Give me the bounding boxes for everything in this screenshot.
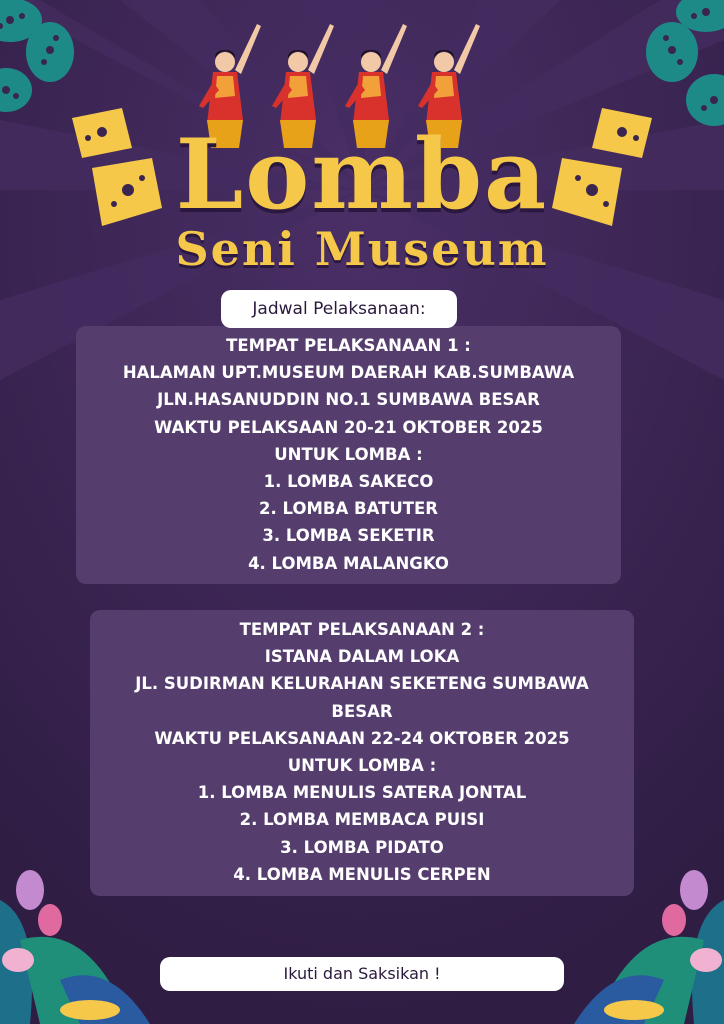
- tropical-leaves-icon: [0, 860, 150, 1024]
- venue-1-place: HALAMAN UPT.MUSEUM DAERAH KAB.SUMBAWA: [122, 363, 575, 383]
- list-item: 2. LOMBA MEMBACA PUISI: [239, 810, 485, 830]
- venue-1-card: [76, 326, 621, 584]
- venue-2-address: JL. SUDIRMAN KELURAHAN SEKETENG SUMBAWA: [135, 674, 589, 694]
- venue-1-competitions-label: UNTUK LOMBA :: [274, 444, 423, 464]
- footer-cta-badge: Ikuti dan Saksikan !: [160, 957, 564, 991]
- venue-2-place: ISTANA DALAM LOKA: [264, 647, 460, 667]
- schedule-header-badge: Jadwal Pelaksanaan:: [221, 290, 457, 328]
- tropical-leaves-icon: [574, 860, 724, 1024]
- venue-2-lines: [90, 616, 634, 888]
- venue-1-lines: [76, 332, 621, 577]
- venue-1-heading: TEMPAT PELAKSANAAN 1 :: [226, 336, 471, 355]
- list-item: 4. LOMBA MALANGKO: [248, 553, 449, 573]
- venue-1-address: JLN.HASANUDDIN NO.1 SUMBAWA BESAR: [157, 390, 540, 410]
- main-title: Lomba: [175, 118, 549, 231]
- venue-2-time: WAKTU PELAKSANAAN 22-24 OKTOBER 2025: [154, 728, 570, 748]
- list-item: 3. LOMBA PIDATO: [280, 837, 444, 857]
- list-item: 1. LOMBA MENULIS SATERA JONTAL: [197, 783, 527, 803]
- venue-1-time: WAKTU PELAKSAAN 20-21 OKTOBER 2025: [154, 417, 543, 437]
- venue-2-competitions-label: UNTUK LOMBA :: [287, 755, 437, 775]
- list-item: 2. LOMBA BATUTER: [259, 499, 438, 519]
- list-item: 3. LOMBA SEKETIR: [262, 526, 435, 546]
- list-item: 4. LOMBA MENULIS CERPEN: [233, 864, 491, 884]
- sub-title: Seni Museum: [175, 222, 549, 276]
- list-item: 1. LOMBA SAKECO: [263, 471, 434, 491]
- venue-2-card: [90, 610, 634, 896]
- venue-2-heading: TEMPAT PELAKSANAAN 2 :: [239, 620, 485, 639]
- venue-2-address-cont: BESAR: [331, 701, 393, 721]
